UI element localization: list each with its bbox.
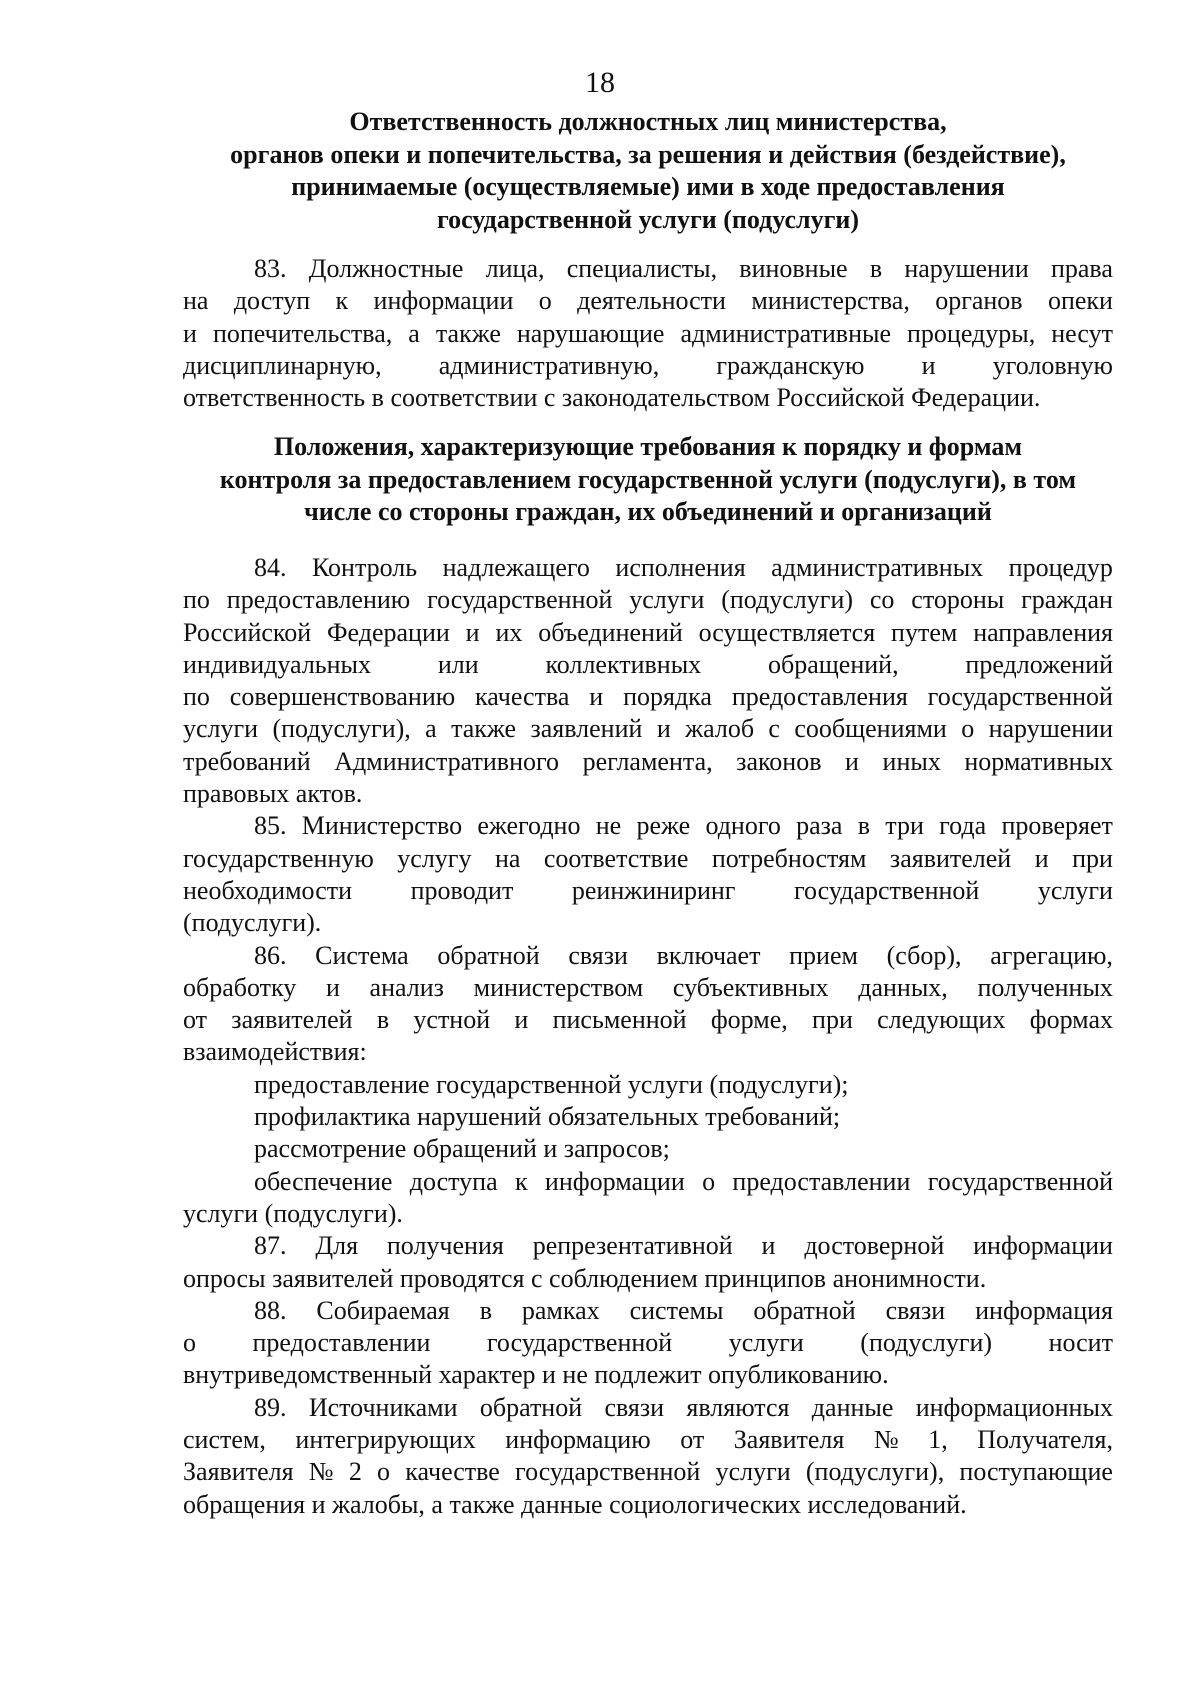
word: прием [789,940,858,970]
word: осуществляется [698,617,876,647]
word: нарушающие [516,318,665,348]
word: опеки [1047,286,1113,316]
title-line: государственной услуги (подуслуги) [436,204,860,234]
word: № [308,1457,334,1487]
title-line: Ответственность должностных лиц министерства, [349,107,947,136]
word: также [435,318,501,348]
word: репрезентативной [532,1231,733,1261]
word: и [465,617,480,647]
title-line: числе со стороны граждан, их объединений и организаций [304,497,992,526]
word: и [761,1231,776,1261]
word: поступающие [959,1457,1113,1487]
word: одного [705,811,781,841]
word: сообщениями [794,714,947,744]
word: порядка [623,682,712,712]
word: включает [656,940,761,970]
word: жалоб [685,714,755,744]
word: следующих [877,1005,1006,1035]
word: предоставлению [226,585,411,615]
word: (подуслуги) [721,585,854,615]
word: информацию [505,1425,651,1455]
word: в [479,1295,492,1325]
text-line [183,1004,1113,1036]
word: и [1034,843,1049,873]
word: предоставлении [732,1166,911,1196]
word: государственной [927,682,1113,712]
word: административные [680,318,891,348]
word: заявлений [530,714,643,744]
text-line [183,972,1113,1004]
word: регламента, [582,746,713,776]
word: обращений, [768,649,899,679]
word: надлежащего [442,553,590,582]
word: со [869,585,895,615]
word: обеспечение [254,1166,393,1196]
word: проверяет [1001,811,1113,841]
word: системы [629,1295,724,1325]
word: исполнения [615,553,746,582]
word: или [437,649,479,679]
word: Система [315,940,409,970]
word: 88. [254,1295,287,1325]
word: нарушении [904,254,1029,283]
word: путем [891,617,958,647]
word: и [589,682,604,712]
word: и [183,318,197,348]
text-line [183,1295,1113,1327]
word: несут [1051,318,1113,348]
word: субъективных [672,972,829,1002]
word: к [514,1166,528,1196]
word: форме, [710,1005,788,1035]
word: связи [604,1392,665,1422]
word: услуги [1037,875,1113,905]
word: государственной [794,875,980,905]
word: Министерство [301,811,463,841]
word: требований [183,746,311,776]
word: Получателя, [977,1425,1113,1455]
list-item: профилактика нарушений обязательных требований; [254,1102,841,1132]
word: их [495,617,523,647]
word: о [961,714,975,744]
word: носит [1048,1328,1113,1358]
word: полученных [977,972,1113,1002]
word: обратной [753,1295,856,1325]
text-line [183,810,1113,842]
word: 87. [254,1231,287,1261]
word: попечительства, [212,318,393,348]
word: 85. [254,811,287,841]
word: данные [811,1392,894,1422]
text-line [183,1456,1113,1488]
word: административных [771,553,984,582]
word: права [1050,254,1113,283]
word: виновные [739,254,848,283]
text-line [183,681,1113,713]
word: граждан [1021,585,1113,615]
word: заявителей [889,843,1012,873]
word: и [845,746,859,776]
word: услугу [397,843,472,873]
text-line [183,1424,1113,1456]
word: услуги [715,1457,791,1487]
word: специалисты, [566,254,718,283]
word: информации [373,286,514,316]
text-line: (подуслуги). [183,908,322,938]
text-line [183,584,1113,616]
word: раза [796,811,843,841]
word: являются [686,1392,790,1422]
text-line [183,1166,1113,1198]
word: совершенствованию [229,682,456,712]
text-line [183,713,1113,745]
text-line: ответственность в соответствии с законодательством Российской Федерации. [183,383,1041,413]
word: при [1072,843,1113,873]
word: Должностные [308,254,464,283]
word: также [451,714,517,744]
word: доступа [409,1166,498,1196]
word: государственную [183,843,374,873]
word: в [869,254,883,283]
word: потребностям [711,843,867,873]
word: формах [1029,1005,1113,1035]
word: 2 [348,1457,362,1487]
word: (подуслуги), [805,1457,945,1487]
word: устной [413,1005,491,1035]
word: (подуслуги) [860,1328,993,1358]
text-line [183,746,1113,778]
word: информация [975,1295,1113,1325]
section-title-control [183,431,1113,529]
word: в [857,811,871,841]
word: Собираемая [316,1295,450,1325]
word: предложений [965,649,1113,679]
word: а [408,318,420,348]
word: 86. [254,940,287,970]
word: обратной [479,1392,583,1422]
word: в [376,1005,390,1035]
word: о [377,1457,391,1487]
word: деятельности [577,286,726,316]
word: года [939,811,987,841]
word: 84. [254,553,287,582]
word: получения [386,1231,504,1261]
section-title-responsibility [183,106,1113,236]
word: информационных [915,1392,1113,1422]
word: обработку [183,972,297,1002]
word: объединений [538,617,683,647]
word: достоверной [804,1231,945,1261]
text-line [183,843,1113,875]
page-number: 18 [585,66,615,99]
word: Федерации [327,617,450,647]
word: министерства, [751,286,910,316]
word: рамках [521,1295,600,1325]
word: Заявителя [733,1425,845,1455]
word: от [680,1425,705,1455]
paragraphs-84-89 [183,552,1113,1521]
word: направления [973,617,1113,647]
word: к [335,286,349,316]
word: индивидуальных [183,649,372,679]
word: интегрирующих [295,1425,476,1455]
word: № [873,1425,899,1455]
text-line [183,940,1113,972]
word: от [183,1005,208,1035]
word: (подуслуги), [272,714,411,744]
text-line: внутриведомственный характер и не подлежит опубликованию. [183,1360,889,1390]
text-line [183,617,1113,649]
word: 89. [254,1392,287,1422]
text-line: взаимодействия: [183,1037,367,1067]
word: государственной [927,1166,1113,1196]
word: государственной [515,1457,701,1487]
word: качества [475,682,570,712]
text-line [183,1392,1113,1424]
word: гражданскую [716,350,865,380]
word: административную, [438,350,660,380]
word: услуги [183,714,259,744]
word: Источниками [308,1392,458,1422]
text-line: опросы заявителей проводятся с соблюдением принципов анонимности. [183,1263,987,1293]
word: заявителей [231,1005,353,1035]
word: стороны [911,585,1005,615]
word: Административного [334,746,560,776]
word: связи [885,1295,946,1325]
word: законов [736,746,822,776]
word: уголовную [992,350,1113,380]
text-line [183,552,1113,584]
word: при [812,1005,853,1035]
word: дисциплинарную, [183,350,382,380]
word: доступ [233,286,311,316]
word: и [656,714,671,744]
word: соответствие [543,843,689,873]
word: необходимости [183,875,353,905]
word: нормативных [964,746,1113,776]
text-line: услуги (подуслуги). [183,1198,403,1228]
text-line: правовых актов. [183,779,363,809]
word: с [768,714,780,744]
text-line [183,253,1113,285]
word: данных, [858,972,948,1002]
text-line-justified [183,350,1113,382]
word: Контроль [312,553,418,582]
text-line-justified [183,649,1113,681]
word: услуги [629,585,705,615]
word: органов [935,286,1023,316]
word: систем, [183,1425,266,1455]
word: по [183,682,210,712]
title-line: Положения, характеризующие требования к порядку и формам [273,432,1023,461]
word: (сбор), [886,940,962,970]
word: реинжиниринг [571,875,736,905]
word: информации [544,1166,685,1196]
word: коллективных [545,649,702,679]
word: на [183,286,209,316]
word: о [538,286,552,316]
word: лица, [485,254,545,283]
word: государственной [427,585,613,615]
word: государственной [486,1328,673,1358]
title-line: контроля за предоставлением государственной услуги (подуслуги), в том [219,464,1077,494]
text-line: обращения и жалобы, а также данные социологических исследований. [183,1489,967,1519]
word: обратной [437,940,540,970]
word: проводит [410,875,514,905]
word: письменной [552,1005,687,1035]
word: Для [315,1231,359,1261]
word: информации [973,1231,1113,1261]
paragraph-83 [183,253,1113,414]
word: процедуры, [907,318,1036,348]
word: и [514,1005,529,1035]
word: и [921,350,936,380]
word: анализ [369,972,444,1002]
word: министерством [473,972,644,1002]
text-line-justified [183,875,1113,907]
text-line [183,285,1113,317]
word: предоставлении [252,1328,431,1358]
word: о [183,1328,196,1358]
word: Заявителя [183,1457,294,1487]
text-line-justified [183,1327,1113,1359]
word: реже [636,811,691,841]
word: агрегацию, [990,940,1113,970]
list-item: предоставление государственной услуги (подуслуги); [254,1069,849,1099]
word: иных [882,746,941,776]
word: три [885,811,924,841]
text-line [183,1230,1113,1262]
word: нарушении [988,714,1113,744]
text-line [183,318,1113,350]
word: на [494,843,521,873]
word: 83. [254,254,287,283]
word: 1, [928,1425,948,1455]
word: ежегодно [477,811,581,841]
word: услуги [728,1328,804,1358]
word: а [425,714,437,744]
word: и [325,972,340,1002]
word: о [702,1166,716,1196]
title-line: принимаемые (осуществляемые) ими в ходе предоставления [291,172,1005,201]
word: Российской [183,617,312,647]
word: предоставления [731,682,908,712]
word: связи [568,940,628,970]
word: по [183,585,210,615]
word: не [595,811,622,841]
word: процедур [1008,553,1113,582]
word: качестве [405,1457,500,1487]
list-item: рассмотрение обращений и запросов; [254,1134,670,1164]
title-line: органов опеки и попечительства, за решения и действия (бездействие), [230,139,1066,169]
